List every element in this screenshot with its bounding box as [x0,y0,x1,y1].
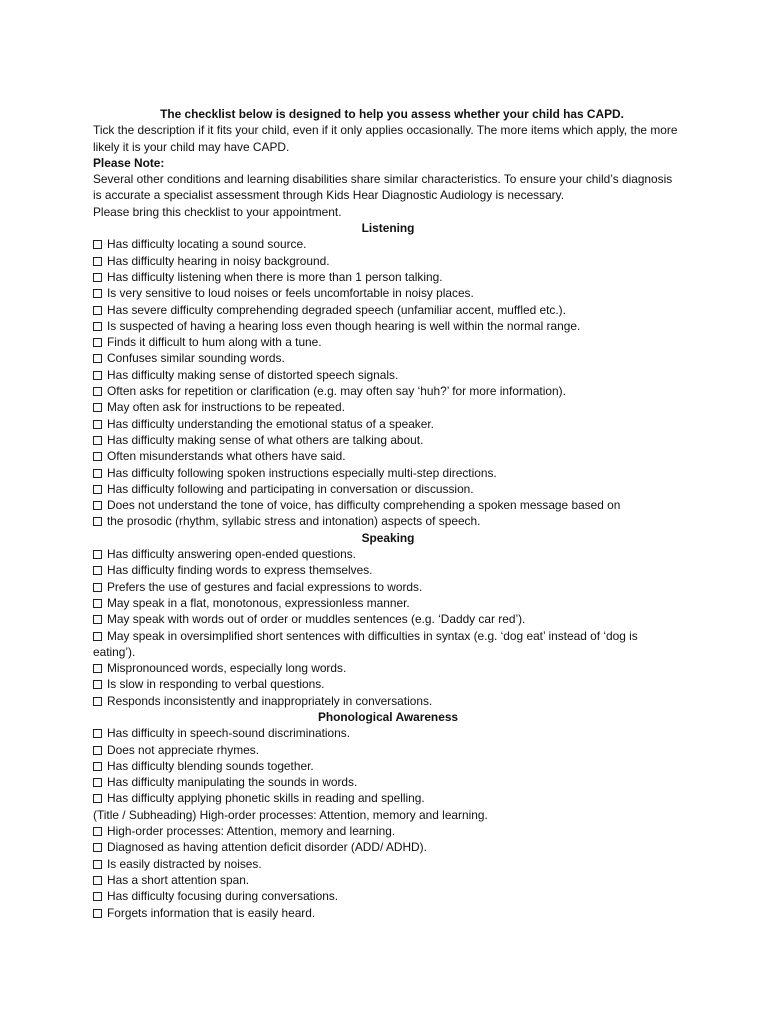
checklist-item-label: Has difficulty following spoken instructions especially multi-step directions. [107,465,497,480]
listening-list [93,236,683,529]
checklist-item-label: Has difficulty focusing during conversations. [107,889,339,904]
checklist-item [93,693,683,709]
checklist-item-label: Is easily distracted by noises. [107,856,262,871]
checklist-item [93,856,683,872]
checklist-item-label: Confuses similar sounding words. [107,351,285,366]
high-order-subheading: (Title / Subheading) High-order processes: Attention, memory and learning. [93,807,488,822]
checklist-item-label: Prefers the use of gestures and facial expressions to words. [107,579,423,594]
checklist-item [93,774,683,790]
checklist-item [93,253,683,269]
checklist-item [93,579,683,595]
checklist-item-label: Has difficulty hearing in noisy background. [107,253,330,268]
checkbox-icon[interactable] [93,436,102,445]
document-title: The checklist below is designed to help you assess whether your child has CAPD. [160,107,624,121]
checklist-item [93,432,683,448]
high-order-list [93,823,683,921]
checkbox-icon[interactable] [93,354,102,363]
checklist-item [93,742,683,758]
checklist-item-label: Is very sensitive to loud noises or feels uncomfortable in noisy places. [107,286,474,301]
checklist-item-label: Often asks for repetition or clarification (e.g. may often say ‘huh?’ for more information). [107,384,566,399]
checkbox-icon[interactable] [93,550,102,559]
checkbox-icon[interactable] [93,240,102,249]
checkbox-icon[interactable] [93,615,102,624]
checkbox-icon[interactable] [93,306,102,315]
checkbox-icon[interactable] [93,420,102,429]
checklist-item-label: Mispronounced words, especially long words. [107,661,347,676]
checklist-item [93,839,683,855]
checklist-item-label: Has difficulty applying phonetic skills in reading and spelling. [107,791,425,806]
checklist-item-label: May speak in a flat, monotonous, expressionless manner. [107,595,410,610]
checklist-item-label: Has difficulty following and participating in conversation or discussion. [107,481,474,496]
checklist-item-label: Has difficulty in speech-sound discriminations. [107,726,350,741]
checklist-item [93,758,683,774]
checklist-item-label: Has difficulty listening when there is more than 1 person talking. [107,269,443,284]
checklist-item [93,416,683,432]
checklist-item-label: Has difficulty manipulating the sounds in words. [107,775,358,790]
checklist-item-label: Does not understand the tone of voice, has difficulty comprehending a spoken message based on [107,498,621,513]
checkbox-icon[interactable] [93,632,102,641]
checkbox-icon[interactable] [93,322,102,331]
checklist-item [93,725,683,741]
checkbox-icon[interactable] [93,697,102,706]
checklist-item [93,628,683,661]
checklist-item [93,595,683,611]
checklist-item [93,236,683,252]
section-heading-listening: Listening [361,221,415,236]
checklist-item [93,383,683,399]
checklist-item [93,660,683,676]
checklist-item-label: Is suspected of having a hearing loss even though hearing is well within the normal range. [107,318,581,333]
speaking-list [93,546,683,709]
checkbox-icon[interactable] [93,843,102,852]
section-heading-speaking: Speaking [361,530,415,545]
checkbox-icon[interactable] [93,892,102,901]
checklist-item-label: Has difficulty locating a sound source. [107,237,307,252]
checkbox-icon[interactable] [93,599,102,608]
checklist-item-label: the prosodic (rhythm, syllabic stress and intonation) aspects of speech. [107,514,481,529]
checkbox-icon[interactable] [93,257,102,266]
checklist-item-label: Has difficulty finding words to express themselves. [107,563,373,578]
checkbox-icon[interactable] [93,778,102,787]
checkbox-icon[interactable] [93,583,102,592]
checklist-item-label: Has severe difficulty comprehending degraded speech (unfamiliar accent, muffled etc.). [107,302,566,317]
checklist-item-label: Has difficulty understanding the emotional status of a speaker. [107,416,434,431]
checklist-item [93,497,683,513]
checklist-item [93,350,683,366]
checklist-item-label: Does not appreciate rhymes. [107,742,260,757]
checklist-item [93,367,683,383]
checklist-item [93,318,683,334]
checklist-item [93,269,683,285]
checkbox-icon[interactable] [93,664,102,673]
note-text: Several other conditions and learning disabilities share similar characteristics. To ensure your child’s diagnosis is accurate a specialist assessment through Kids Hear Diagnostic Audiology is necessary. [93,172,673,203]
checkbox-icon[interactable] [93,289,102,298]
checkbox-icon[interactable] [93,273,102,282]
checklist-item-label: Is slow in responding to verbal questions. [107,677,325,692]
checklist-item [93,872,683,888]
checklist-item-label: Has difficulty making sense of distorted speech signals. [107,367,399,382]
checklist-item [93,302,683,318]
checklist-item-label: Finds it difficult to hum along with a tune. [107,335,322,350]
checkbox-icon[interactable] [93,403,102,412]
checklist-item [93,790,683,806]
checklist-item [93,888,683,904]
checkbox-icon[interactable] [93,469,102,478]
checkbox-icon[interactable] [93,485,102,494]
checkbox-icon[interactable] [93,746,102,755]
checklist-item-label: High-order processes: Attention, memory and learning. [107,824,396,839]
checklist-item-label: Has difficulty answering open-ended questions. [107,547,356,562]
checkbox-icon[interactable] [93,762,102,771]
checklist-item-label: Has difficulty blending sounds together. [107,758,314,773]
checklist-item-label: Diagnosed as having attention deficit disorder (ADD/ ADHD). [107,840,427,855]
checklist-item-label: Often misunderstands what others have said. [107,449,346,464]
checklist-item [93,285,683,301]
checklist-item [93,399,683,415]
checklist-item [93,823,683,839]
checklist-item [93,513,683,529]
section-heading-phonological: Phonological Awareness [317,709,459,724]
checklist-item-label: May often ask for instructions to be repeated. [107,400,345,415]
checklist-item-label: Has difficulty making sense of what others are talking about. [107,432,424,447]
checklist-item-label: Forgets information that is easily heard. [107,905,316,920]
checkbox-icon[interactable] [93,909,102,918]
checkbox-icon[interactable] [93,566,102,575]
phonological-list [93,725,683,806]
checklist-item [93,448,683,464]
checkbox-icon[interactable] [93,338,102,347]
checklist-item-label: May speak with words out of order or muddles sentences (e.g. ‘Daddy car red’). [107,612,526,627]
checklist-item [93,481,683,497]
checklist-item [93,546,683,562]
checkbox-icon[interactable] [93,501,102,510]
checkbox-icon[interactable] [93,729,102,738]
checkbox-icon[interactable] [93,680,102,689]
checklist-item [93,611,683,627]
checkbox-icon[interactable] [93,827,102,836]
checklist-item [93,676,683,692]
checkbox-icon[interactable] [93,452,102,461]
checkbox-icon[interactable] [93,387,102,396]
checklist-item [93,465,683,481]
note-heading: Please Note: [93,155,165,170]
checklist-item [93,905,683,921]
checkbox-icon[interactable] [93,517,102,526]
checkbox-icon[interactable] [93,371,102,380]
intro-text: Tick the description if it fits your child, even if it only applies occasionally. The more items which apply, the more likely it is your child may have CAPD. [93,123,678,154]
checklist-document [93,106,683,921]
checklist-item [93,562,683,578]
checklist-item-label: Responds inconsistently and inappropriately in conversations. [107,693,433,708]
bring-text: Please bring this checklist to your appointment. [93,204,342,219]
checkbox-icon[interactable] [93,860,102,869]
checklist-item [93,334,683,350]
checklist-item-label: Has a short attention span. [107,872,250,887]
checkbox-icon[interactable] [93,876,102,885]
checklist-item-label: May speak in oversimplified short sentences with difficulties in syntax (e.g. ‘dog eat’ instead of ‘dog is eating’). [93,628,638,659]
checkbox-icon[interactable] [93,794,102,803]
